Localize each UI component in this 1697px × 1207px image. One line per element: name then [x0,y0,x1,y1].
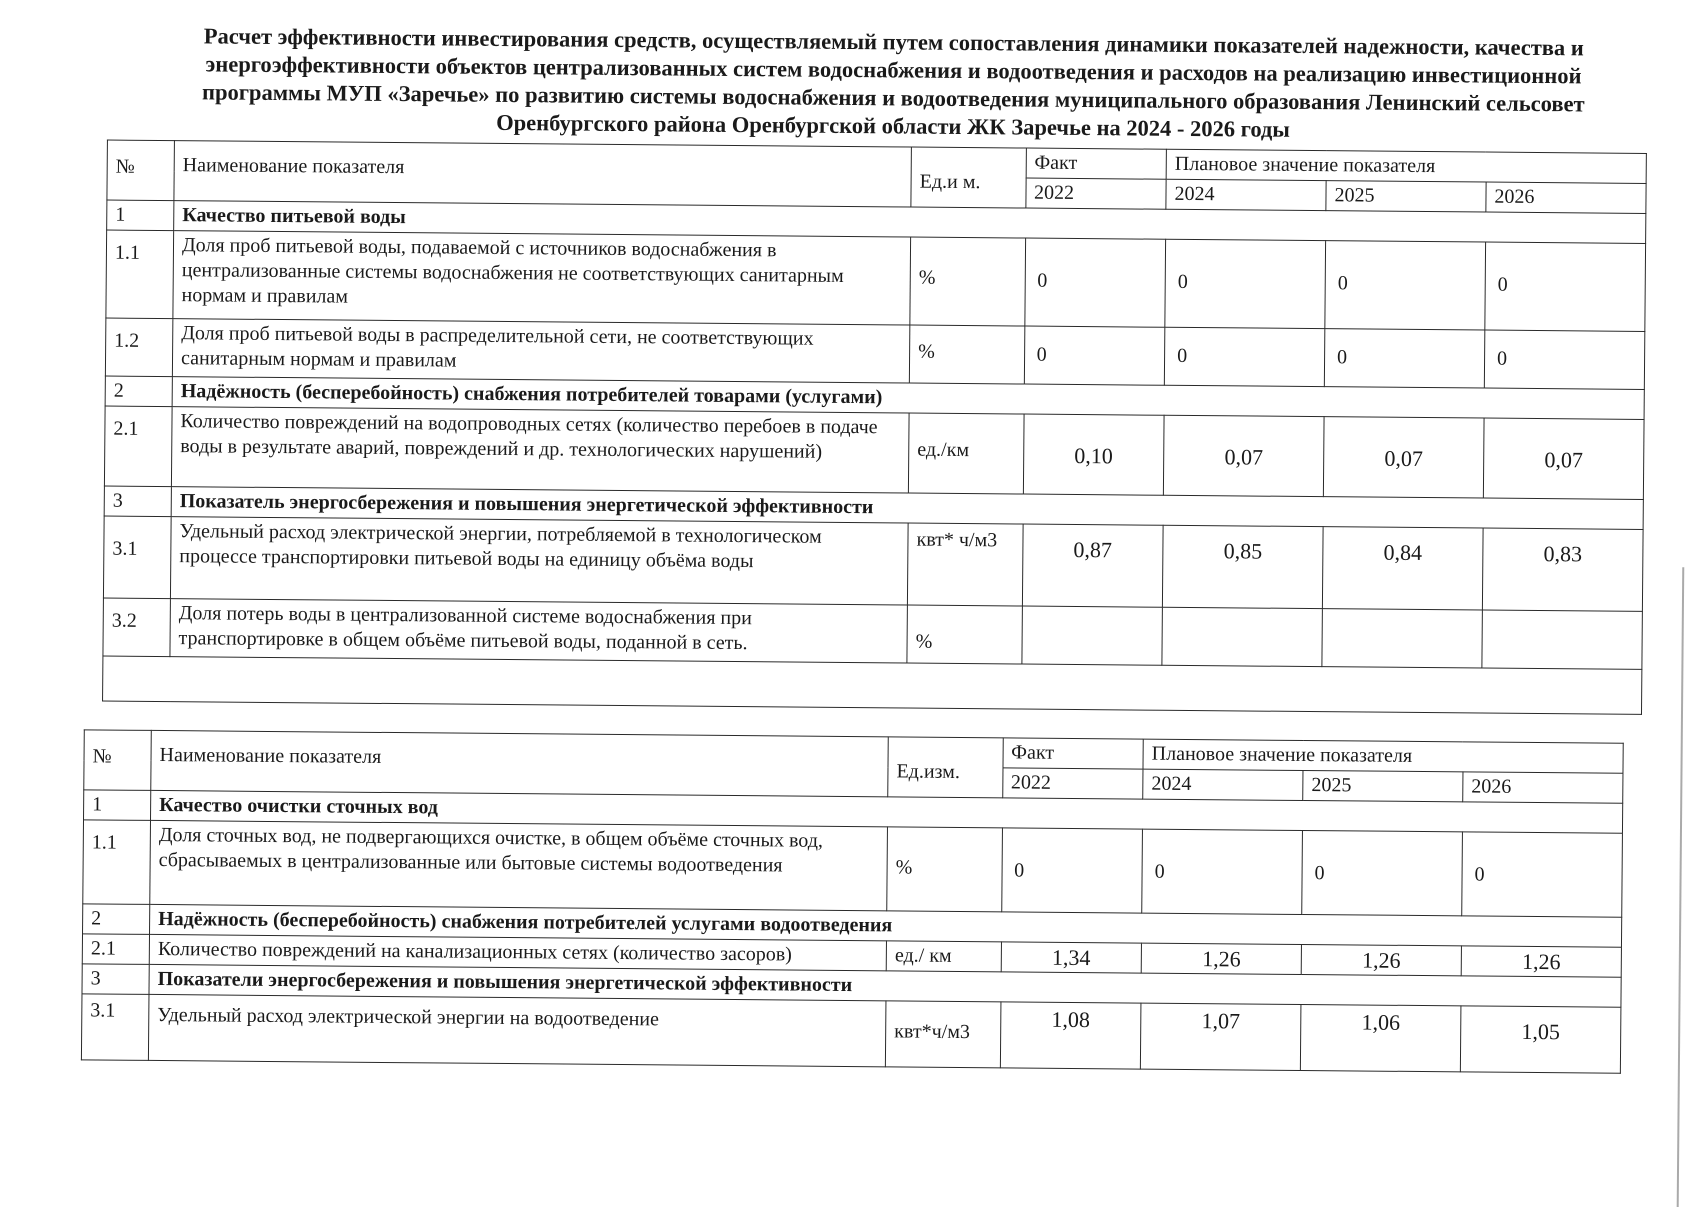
section-num: 3 [104,486,171,517]
row-num: 1.2 [105,318,173,377]
table-row [106,230,1646,331]
header-year-2022: 2022 [1002,768,1143,799]
row-unit: % [910,237,1025,326]
table-row [104,406,1644,499]
row-num: 3.2 [103,598,171,657]
section-num: 2 [105,376,172,407]
scan-edge-line [1677,567,1685,1207]
header-unit: Ед.изм. [888,737,1003,798]
value-2024: 0 [1164,327,1324,386]
header-num: № [84,730,152,791]
value-2022: 0,10 [1023,414,1164,495]
row-name: Доля проб питьевой воды, подаваемой с источников водоснабжения в централизованные системы водоснабжения не соответствующих санитарным нормам и правилам [173,231,911,325]
wastewater-table [81,729,1624,1073]
section-title: Качество питьевой воды [174,201,1646,244]
row-unit: квт*ч/м3 [885,1001,1000,1068]
header-row-top [84,730,1623,773]
water-supply-table [102,140,1647,715]
value-2025: 0,84 [1322,527,1483,610]
value-2025: 1,06 [1300,1004,1461,1071]
header-year-2025: 2025 [1326,181,1486,212]
section-title: Показатель энергосбережения и повышения энергетической эффективности [171,487,1643,530]
row-name: Доля проб питьевой воды в распределительной сети, не соответствующих санитарным нормам и правилам [172,319,910,383]
header-name: Наименование показателя [174,141,912,207]
title-line-2: энергоэффективности объектов централизованных систем водоснабжения и водоотведения и расходов на реализацию инвестиционной [205,51,1582,89]
header-plan: Плановое значение показателя [1143,739,1623,773]
value-2022: 0,87 [1022,524,1163,607]
value-2026: 1,26 [1461,946,1621,977]
value-2022 [1021,606,1162,665]
value-2022: 0 [1024,326,1165,385]
title-line-3: программы МУП «Заречье» по развитию системы водоснабжения и водоотведения муниципального образования Ленинский сельсовет [201,79,1585,117]
value-2026: 0,83 [1482,528,1643,611]
row-num: 1.1 [106,230,174,319]
row-unit: ед./км [908,413,1023,494]
value-2025: 0 [1302,830,1463,915]
value-2026: 0,07 [1483,418,1644,499]
value-2026: 1,05 [1460,1006,1621,1073]
header-unit: Ед.и м. [911,147,1026,208]
value-2022: 1,08 [1000,1002,1141,1069]
section-num: 3 [82,964,149,995]
value-2022: 0 [1024,238,1165,327]
header-year-2024: 2024 [1166,179,1326,210]
value-2025: 1,26 [1301,944,1461,975]
section-title: Показатели энергосбережения и повышения энергетической эффективности [149,964,1621,1007]
document-title [113,22,1674,148]
value-2024: 1,26 [1141,943,1301,974]
header-num: № [107,140,175,201]
row-name: Доля сточных вод, не подвергающихся очистке, в общем объёме сточных вод, сбрасываемых в централизованные или бытовые системы водоотведения [150,820,888,910]
row-name: Удельный расход электрической энергии на водоотведение [148,994,886,1066]
value-2024: 0,07 [1163,415,1324,496]
row-num: 3.1 [103,516,171,599]
value-2025 [1322,609,1482,668]
header-year-2025: 2025 [1303,770,1463,801]
title-line-4: Оренбургского района Оренбургской области ЖК Заречье на 2024 - 2026 годы [496,109,1291,142]
value-2026: 0 [1484,330,1645,389]
header-fact: Факт [1026,148,1167,179]
row-name: Количество повреждений на канализационных сетях (количество засоров) [149,934,886,970]
value-2024: 0,85 [1162,525,1323,608]
row-name: Количество повреждений на водопроводных сетях (количество перебоев в подаче воды в результате аварий, повреждений и др. технологических нарушений) [171,407,909,493]
value-2025: 0 [1325,241,1486,330]
section-num: 2 [83,904,150,935]
value-2025: 0,07 [1323,417,1484,498]
row-name: Удельный расход электрической энергии, потребляемой в технологическом процессе транспортировки питьевой воды на единицу объёма воды [170,517,908,605]
header-fact: Факт [1003,738,1144,769]
row-unit: ед./ км [886,941,1001,972]
section-num: 1 [107,200,174,231]
row-num: 2.1 [82,934,149,965]
header-plan: Плановое значение показателя [1166,149,1646,183]
row-name: Доля потерь воды в централизованной системе водоснабжения при транспортировке в общем объёме питьевой воды, поданной в сеть. [170,599,908,663]
row-unit: % [907,605,1022,664]
row-num: 2.1 [104,406,172,487]
value-2022: 1,34 [1001,942,1142,973]
value-2022: 0 [1001,828,1142,913]
table-row [83,820,1623,917]
row-unit: квт* ч/м3 [907,523,1022,606]
value-2024: 0 [1142,829,1303,914]
header-row-top [107,140,1646,183]
section-title: Качество очистки сточных вод [151,790,1623,833]
table-row [81,994,1621,1073]
header-year-2022: 2022 [1025,178,1166,209]
value-2026: 0 [1485,242,1646,331]
header-year-2024: 2024 [1143,769,1303,800]
header-year-2026: 2026 [1463,772,1623,803]
row-unit: % [909,325,1024,384]
value-2024 [1162,607,1322,666]
row-num: 1.1 [83,820,151,905]
value-2026 [1482,610,1643,669]
section-title: Надёжность (бесперебойность) снабжения потребителей услугами водоотведения [150,904,1622,947]
title-line-1: Расчет эффективности инвестирования средств, осуществляемый путем сопоставления динамики показателей надежности, качества и [203,23,1584,61]
row-unit: % [887,827,1002,912]
value-2024: 0 [1165,239,1326,328]
header-name: Наименование показателя [151,730,889,796]
value-2024: 1,07 [1140,1003,1301,1070]
table-row [103,516,1643,611]
section-num: 1 [84,790,151,821]
value-2026: 0 [1462,832,1623,917]
header-year-2026: 2026 [1486,182,1646,213]
value-2025: 0 [1324,329,1484,388]
section-title: Надёжность (бесперебойность) снабжения потребителей товарами (услугами) [172,377,1644,420]
row-num: 3.1 [81,994,149,1061]
